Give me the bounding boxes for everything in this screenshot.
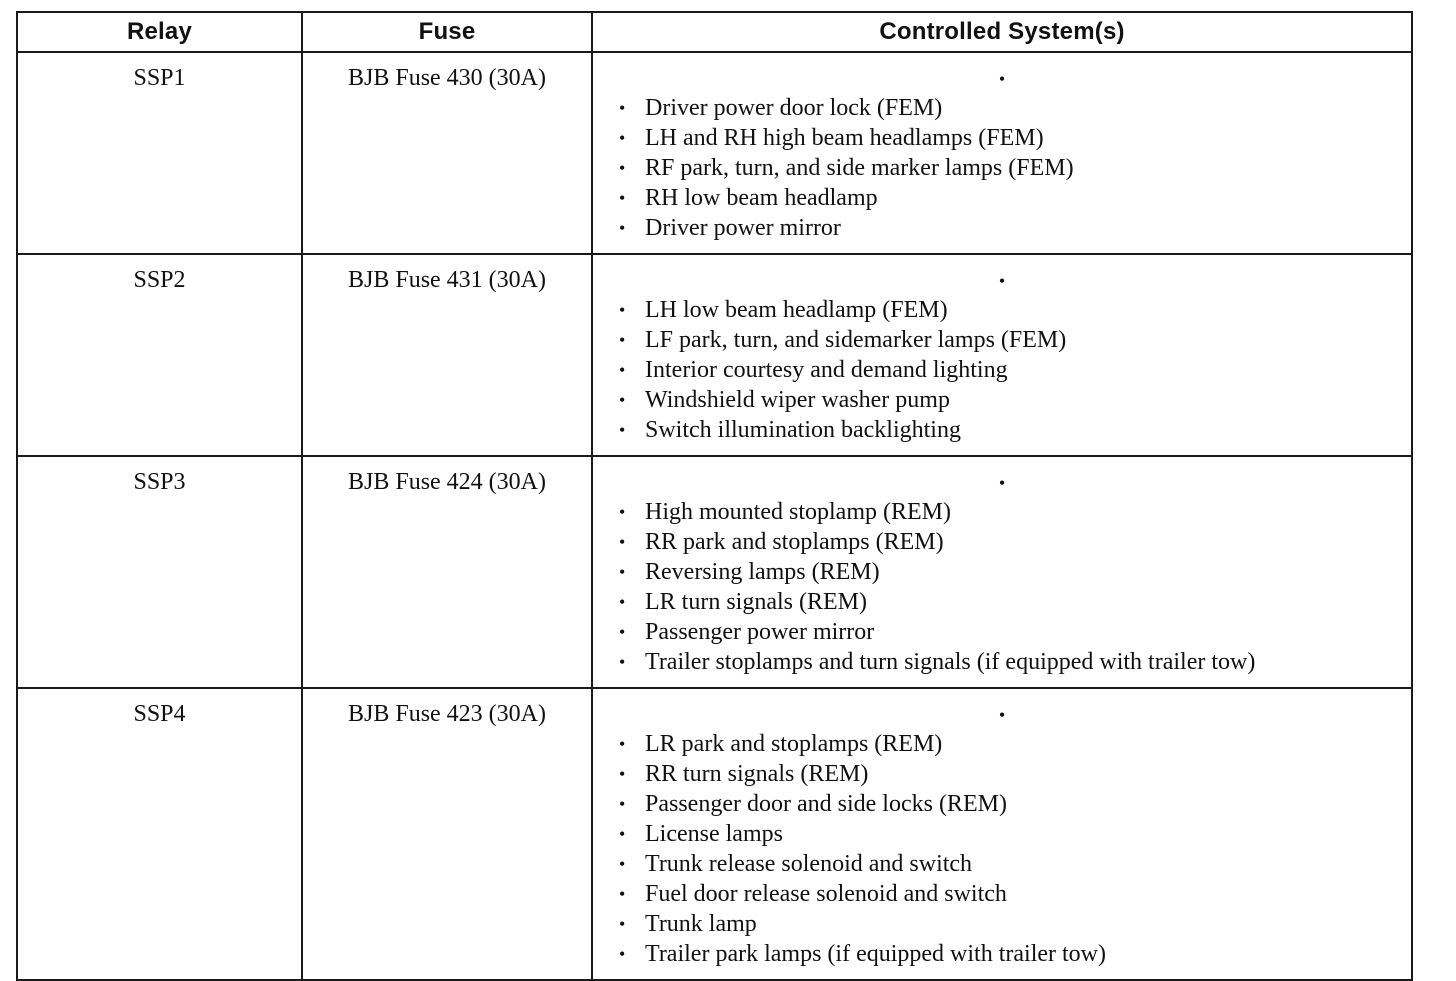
- bullet-icon: •: [998, 705, 1006, 725]
- empty-bullet-item: [593, 63, 1411, 93]
- controlled-system-item: [593, 93, 1411, 123]
- fuse-cell: BJB Fuse 431 (30A): [302, 254, 592, 456]
- bullet-icon: •: [619, 502, 626, 522]
- controlled-systems-cell: [592, 688, 1412, 980]
- bullet-icon: •: [619, 420, 626, 440]
- bullet-icon: •: [619, 300, 626, 320]
- header-fuse: Fuse: [302, 12, 592, 52]
- controlled-system-text: Reversing lamps (REM): [645, 559, 880, 585]
- bullet-icon: •: [998, 473, 1006, 493]
- controlled-system-text: Trunk lamp: [645, 911, 757, 937]
- controlled-system-text: Trailer stoplamps and turn signals (if equipped with trailer tow): [645, 649, 1256, 675]
- header-relay: Relay: [17, 12, 302, 52]
- bullet-icon: •: [619, 944, 626, 964]
- controlled-system-text: Fuel door release solenoid and switch: [645, 881, 1007, 907]
- empty-bullet-item: [593, 265, 1411, 295]
- table-row: [17, 52, 1412, 254]
- controlled-system-text: LH and RH high beam headlamps (FEM): [645, 125, 1044, 151]
- controlled-system-item: [593, 909, 1411, 939]
- controlled-systems-cell: [592, 456, 1412, 688]
- controlled-system-item: [593, 759, 1411, 789]
- bullet-icon: •: [619, 532, 626, 552]
- controlled-system-item: [593, 819, 1411, 849]
- bullet-icon: •: [619, 794, 626, 814]
- fuse-cell: BJB Fuse 430 (30A): [302, 52, 592, 254]
- empty-bullet-item: [593, 467, 1411, 497]
- table-row: [17, 688, 1412, 980]
- controlled-system-text: RF park, turn, and side marker lamps (FEM): [645, 155, 1074, 181]
- controlled-system-item: [593, 153, 1411, 183]
- controlled-system-item: [593, 123, 1411, 153]
- controlled-system-text: LR turn signals (REM): [645, 589, 867, 615]
- bullet-icon: •: [619, 734, 626, 754]
- controlled-system-text: LF park, turn, and sidemarker lamps (FEM): [645, 327, 1067, 353]
- bullet-icon: •: [619, 128, 626, 148]
- controlled-system-item: [593, 497, 1411, 527]
- controlled-system-text: LH low beam headlamp (FEM): [645, 297, 948, 323]
- controlled-system-text: RR turn signals (REM): [645, 761, 869, 787]
- controlled-system-text: Passenger power mirror: [645, 619, 875, 645]
- controlled-system-text: Trailer park lamps (if equipped with trailer tow): [645, 941, 1106, 967]
- controlled-system-text: Passenger door and side locks (REM): [645, 791, 1007, 817]
- controlled-system-text: Driver power mirror: [645, 215, 841, 241]
- empty-bullet-item: [593, 699, 1411, 729]
- bullet-icon: •: [998, 69, 1006, 89]
- table-row: [17, 456, 1412, 688]
- controlled-system-item: [593, 587, 1411, 617]
- controlled-systems-list: [593, 457, 1411, 677]
- controlled-system-item: [593, 879, 1411, 909]
- controlled-system-text: Switch illumination backlighting: [645, 417, 961, 443]
- relay-cell: SSP2: [17, 254, 302, 456]
- bullet-icon: •: [998, 271, 1006, 291]
- controlled-systems-list: [593, 689, 1411, 969]
- controlled-system-item: [593, 849, 1411, 879]
- controlled-system-item: [593, 325, 1411, 355]
- table-header: [17, 12, 1412, 52]
- bullet-icon: •: [619, 884, 626, 904]
- controlled-system-text: License lamps: [645, 821, 783, 847]
- controlled-system-item: [593, 213, 1411, 243]
- controlled-system-text: Windshield wiper washer pump: [645, 387, 950, 413]
- bullet-icon: •: [619, 914, 626, 934]
- table-row: [17, 254, 1412, 456]
- controlled-system-item: [593, 939, 1411, 969]
- controlled-system-text: Driver power door lock (FEM): [645, 95, 943, 121]
- header-controlled-systems: Controlled System(s): [592, 12, 1412, 52]
- controlled-systems-list: [593, 255, 1411, 445]
- fuse-cell: BJB Fuse 423 (30A): [302, 688, 592, 980]
- controlled-system-text: RH low beam headlamp: [645, 185, 878, 211]
- bullet-icon: •: [619, 622, 626, 642]
- controlled-system-item: [593, 647, 1411, 677]
- controlled-system-text: Trunk release solenoid and switch: [645, 851, 973, 877]
- controlled-system-text: RR park and stoplamps (REM): [645, 529, 944, 555]
- controlled-system-item: [593, 617, 1411, 647]
- controlled-system-text: High mounted stoplamp (REM): [645, 499, 951, 525]
- relay-cell: SSP1: [17, 52, 302, 254]
- bullet-icon: •: [619, 854, 626, 874]
- controlled-system-item: [593, 355, 1411, 385]
- relay-fuse-table: [16, 11, 1413, 981]
- fuse-cell: BJB Fuse 424 (30A): [302, 456, 592, 688]
- bullet-icon: •: [619, 562, 626, 582]
- bullet-icon: •: [619, 158, 626, 178]
- controlled-systems-cell: [592, 52, 1412, 254]
- table-body: [17, 52, 1412, 980]
- controlled-system-item: [593, 295, 1411, 325]
- relay-cell: SSP4: [17, 688, 302, 980]
- bullet-icon: •: [619, 330, 626, 350]
- controlled-system-item: [593, 789, 1411, 819]
- relay-cell: SSP3: [17, 456, 302, 688]
- bullet-icon: •: [619, 390, 626, 410]
- controlled-system-item: [593, 183, 1411, 213]
- controlled-systems-list: [593, 53, 1411, 243]
- controlled-system-text: LR park and stoplamps (REM): [645, 731, 943, 757]
- controlled-system-item: [593, 415, 1411, 445]
- bullet-icon: •: [619, 764, 626, 784]
- bullet-icon: •: [619, 218, 626, 238]
- controlled-system-text: Interior courtesy and demand lighting: [645, 357, 1008, 383]
- bullet-icon: •: [619, 360, 626, 380]
- controlled-system-item: [593, 557, 1411, 587]
- controlled-systems-cell: [592, 254, 1412, 456]
- controlled-system-item: [593, 527, 1411, 557]
- controlled-system-item: [593, 729, 1411, 759]
- bullet-icon: •: [619, 98, 626, 118]
- bullet-icon: •: [619, 652, 626, 672]
- bullet-icon: •: [619, 592, 626, 612]
- header-row: [17, 12, 1412, 52]
- bullet-icon: •: [619, 824, 626, 844]
- controlled-system-item: [593, 385, 1411, 415]
- bullet-icon: •: [619, 188, 626, 208]
